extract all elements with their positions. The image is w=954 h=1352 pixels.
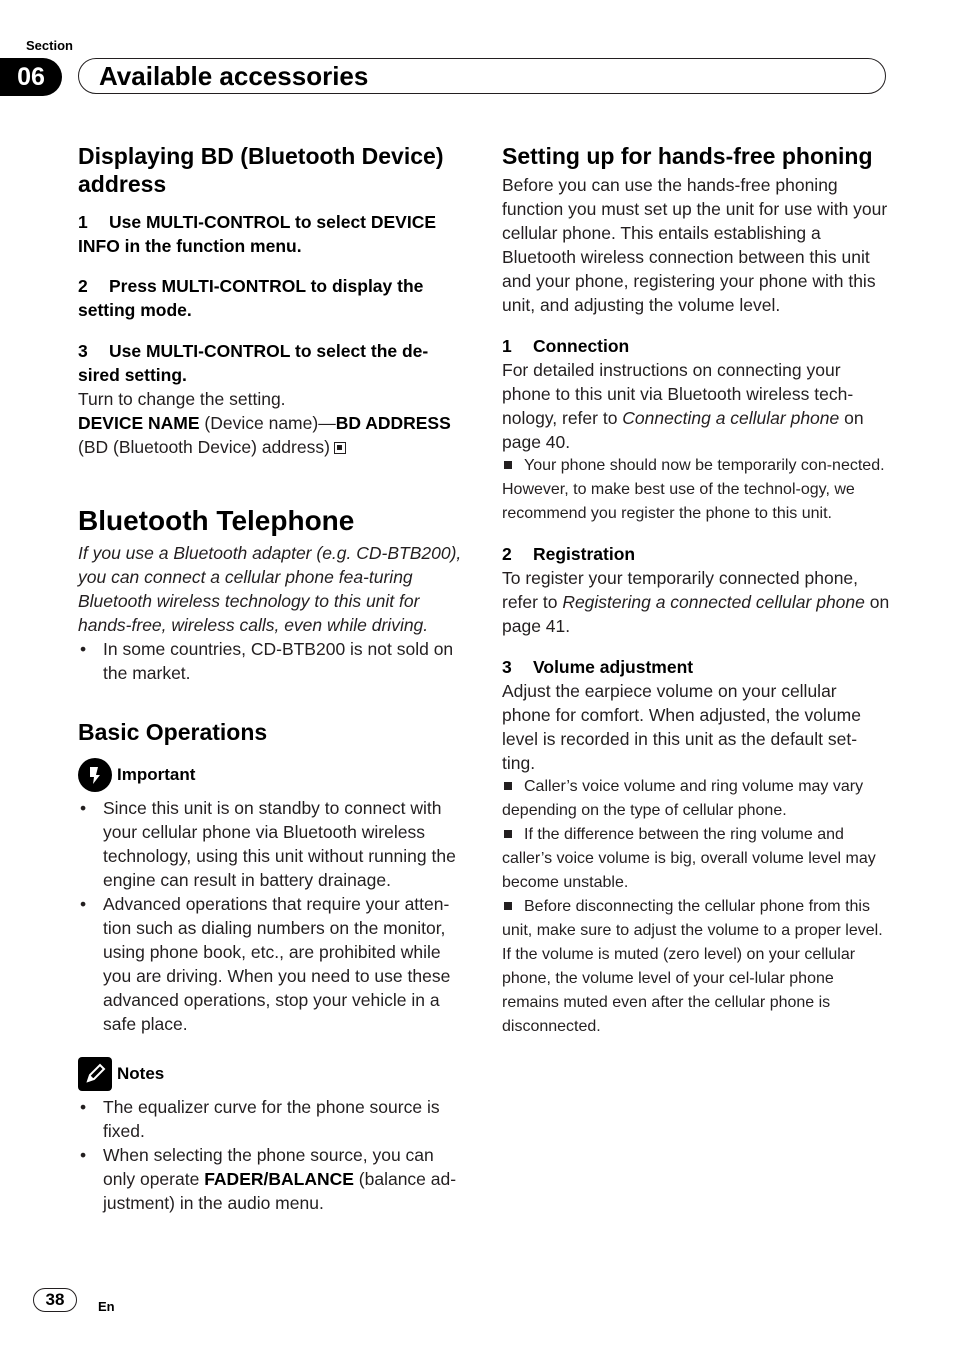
volume-note-1-text: Caller’s voice volume and ring volume may vary depending on the type of cellular phone. [502, 778, 864, 819]
device-name-option: DEVICE NAME [78, 413, 200, 433]
volume-step [502, 655, 890, 679]
important-callout [78, 758, 464, 792]
turn-instruction: Turn to change the setting. [78, 389, 286, 409]
step-1-number: 1 [78, 212, 88, 232]
bluetooth-intro: If you use a Bluetooth adapter (e.g. CD-BTB200), you can connect a cellular phone fea-turing Bluetooth wireless technology to this unit for hands-free, wireless calls, even while driving. [78, 543, 462, 635]
hands-free-intro: Before you can use the hands-free phoning function you must set up the unit for use with your cellular phone. This entails establishing a Bluetooth wireless connection between this unit and your phone, registering your phone with this unit, and adjusting the volume level. [502, 175, 888, 315]
section-title: Available accessories [99, 61, 369, 91]
step-3 [78, 339, 464, 387]
section-title-bar [78, 58, 886, 94]
fader-balance-label: FADER/BALANCE [204, 1169, 354, 1189]
connection-text [502, 358, 890, 454]
notes-bullet-2-post: (balance ad-justment) in the audio menu. [103, 1169, 457, 1213]
registration-title: Registration [533, 544, 636, 564]
connecting-link-text: Connecting a cellular phone [622, 408, 840, 428]
section-label: Section [26, 38, 73, 53]
volume-number: 3 [502, 657, 512, 677]
square-bullet-icon [504, 830, 512, 838]
step-1 [78, 210, 464, 258]
device-name-desc: (Device name)— [199, 413, 336, 433]
volume-note-1 [502, 775, 890, 823]
volume-note-2-text: If the difference between the ring volume and caller’s voice volume is big, overall volume level may become unstable. [502, 826, 876, 891]
basic-operations-heading: Basic Operations [78, 719, 268, 745]
notes-bullets [78, 1095, 464, 1215]
hands-free-heading: Setting up for hands-free phoning [502, 143, 873, 169]
list-item: • The equalizer curve for the phone source is fixed. [78, 1095, 464, 1143]
list-item: • In some countries, CD-BTB200 is not sold on the market. [78, 637, 464, 685]
registration-text [502, 566, 890, 638]
square-bullet-icon [504, 782, 512, 790]
connection-note [502, 454, 890, 526]
setting-options [78, 411, 464, 459]
bd-address-heading: Displaying BD (Bluetooth Device) address [78, 143, 444, 197]
registration-text-pre: To register your temporarily connected phone, refer to [502, 568, 859, 612]
volume-note-3-text: Before disconnecting the cellular phone from this unit, make sure to adjust the volume to a proper level. If the volume is muted (zero level) on your cellular phone, the volume level of your cel-lular phone remains muted even after the cellular phone is disconnected. [502, 898, 883, 1035]
bd-address-desc: (BD (Bluetooth Device) address) [78, 437, 330, 457]
left-column [78, 142, 464, 1215]
notes-label: Notes [117, 1064, 165, 1083]
volume-note-3 [502, 895, 890, 1039]
registration-number: 2 [502, 544, 512, 564]
list-item [78, 1143, 464, 1215]
connection-text-post: on page 40. [502, 408, 864, 452]
connection-step [502, 334, 890, 358]
step-3-text: Use MULTI-CONTROL to select the de-sired setting. [78, 341, 429, 385]
volume-note-2 [502, 823, 890, 895]
bd-address-option: BD ADDRESS [335, 413, 451, 433]
right-column [502, 142, 890, 1039]
important-icon [78, 758, 112, 792]
language-label: En [98, 1299, 115, 1314]
square-bullet-icon [504, 461, 512, 469]
step-2-text: Press MULTI-CONTROL to display the setting mode. [78, 276, 424, 320]
connection-number: 1 [502, 336, 512, 356]
section-number: 06 [0, 58, 62, 96]
registration-text-post: on page 41. [502, 592, 890, 636]
important-bullets [78, 796, 464, 1036]
connection-title: Connection [533, 336, 630, 356]
page-number: 38 [33, 1288, 77, 1312]
list-item: • Advanced operations that require your atten-tion such as dialing numbers on the monitor, using phone book, etc., are prohibited while you are driving. When you need to use these advanced operations, stop your vehicle in a safe place. [78, 892, 464, 1036]
volume-text: Adjust the earpiece volume on your cellular phone for comfort. When adjusted, the volume level is recorded in this unit as the default set-ting. [502, 681, 861, 773]
pencil-icon [78, 1057, 112, 1091]
end-mark-icon [334, 442, 346, 454]
registration-step [502, 542, 890, 566]
notes-callout [78, 1057, 464, 1091]
square-bullet-icon [504, 902, 512, 910]
registering-link-text: Registering a connected cellular phone [562, 592, 865, 612]
step-2-number: 2 [78, 276, 88, 296]
step-3-number: 3 [78, 341, 88, 361]
important-label: Important [117, 765, 196, 784]
bluetooth-bullets [78, 637, 464, 685]
step-1-text: Use MULTI-CONTROL to select DEVICE INFO in the function menu. [78, 212, 437, 256]
connection-text-pre: For detailed instructions on connecting your phone to this unit via Bluetooth wireless tech-nology, refer to [502, 360, 854, 428]
connection-note-text: Your phone should now be temporarily con-nected. However, to make best use of the technol-ogy, we recommend you register the phone to this unit. [502, 457, 885, 522]
list-item: • Since this unit is on standby to connect with your cellular phone via Bluetooth wireless technology, using this unit without running the engine can result in battery drainage. [78, 796, 464, 892]
notes-bullet-2-pre: When selecting the phone source, you can only operate [103, 1145, 434, 1189]
step-2 [78, 274, 464, 322]
volume-title: Volume adjustment [533, 657, 694, 677]
bluetooth-telephone-heading: Bluetooth Telephone [78, 505, 355, 536]
